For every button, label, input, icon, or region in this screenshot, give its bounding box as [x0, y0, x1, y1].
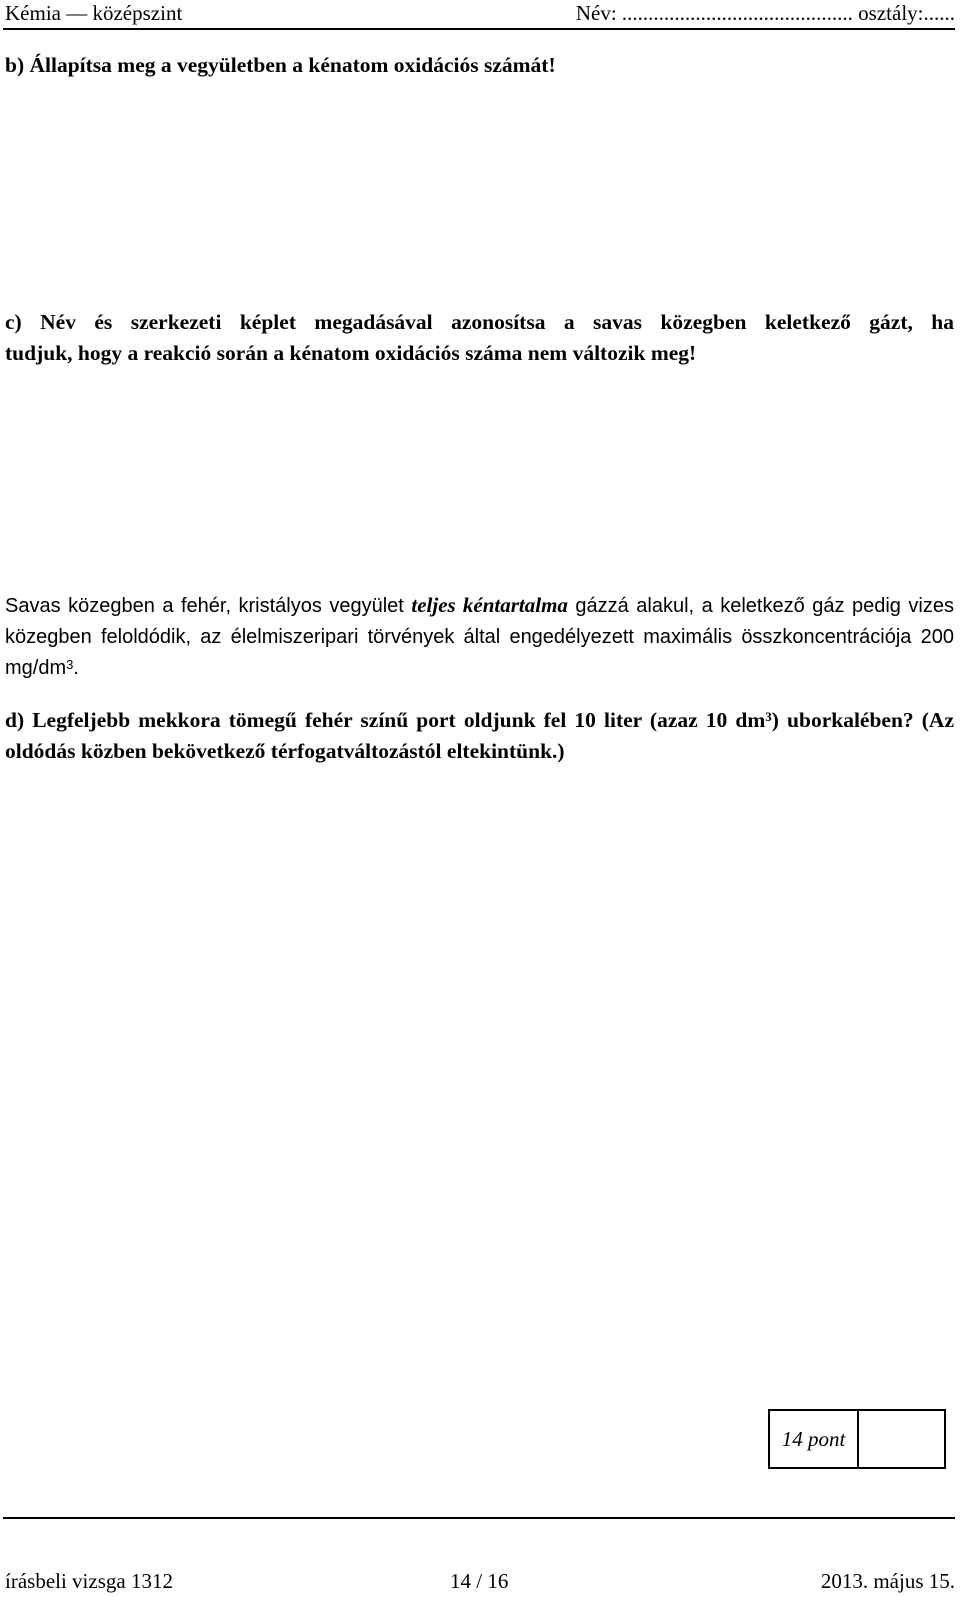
header-name-field: Név: ............................................ osztály:......: [575, 1, 955, 25]
footer-exam: írásbeli vizsga 1312: [5, 1569, 173, 1593]
score-entry-field[interactable]: [859, 1411, 944, 1467]
question-c-line-2: tudjuk, hogy a reakció során a kénatom oxidációs száma nem változik meg!: [5, 341, 697, 365]
question-d: [5, 705, 954, 767]
header-rule: [3, 28, 955, 30]
question-d-superscript: 3: [765, 709, 772, 724]
info-paragraph: [5, 590, 954, 684]
footer-rule: [3, 1517, 955, 1519]
score-box: [768, 1409, 946, 1469]
question-d-text-2: ) uborkalében? (Az oldódás közben bekövetkező térfogatváltozástól eltekintünk.): [5, 708, 955, 763]
question-b: b) Állapítsa meg a vegyületben a kénatom oxidációs számát!: [5, 53, 556, 77]
info-emphasis: teljes kéntartalma: [411, 593, 568, 617]
header-subject: Kémia — középszint: [5, 1, 183, 25]
footer-date: 2013. május 15.: [820, 1569, 955, 1593]
info-text-2: gázzá alakul, a keletkező gáz pedig vizes közegben feloldódik, az élelmiszeripari törvények által engedélyezett maximális összkoncentrációja 200 mg/dm: [5, 595, 954, 679]
footer-page-number: 14 / 16: [450, 1569, 509, 1593]
page-footer: [5, 1568, 955, 1596]
page-header: [5, 0, 955, 28]
question-c: [5, 307, 954, 369]
info-text-1: Savas közegben a fehér, kristályos vegyület: [5, 595, 412, 617]
question-c-line-1: c) Név és szerkezeti képlet megadásával azonosítsa a savas közegben keletkező gázt, ha: [5, 310, 954, 334]
info-superscript: 3: [66, 657, 74, 672]
info-end: .: [73, 657, 79, 679]
score-label: 14 pont: [770, 1411, 859, 1467]
question-d-text-1: d) Legfeljebb mekkora tömegű fehér színű port oldjunk fel 10 liter (azaz 10 dm: [5, 708, 766, 732]
